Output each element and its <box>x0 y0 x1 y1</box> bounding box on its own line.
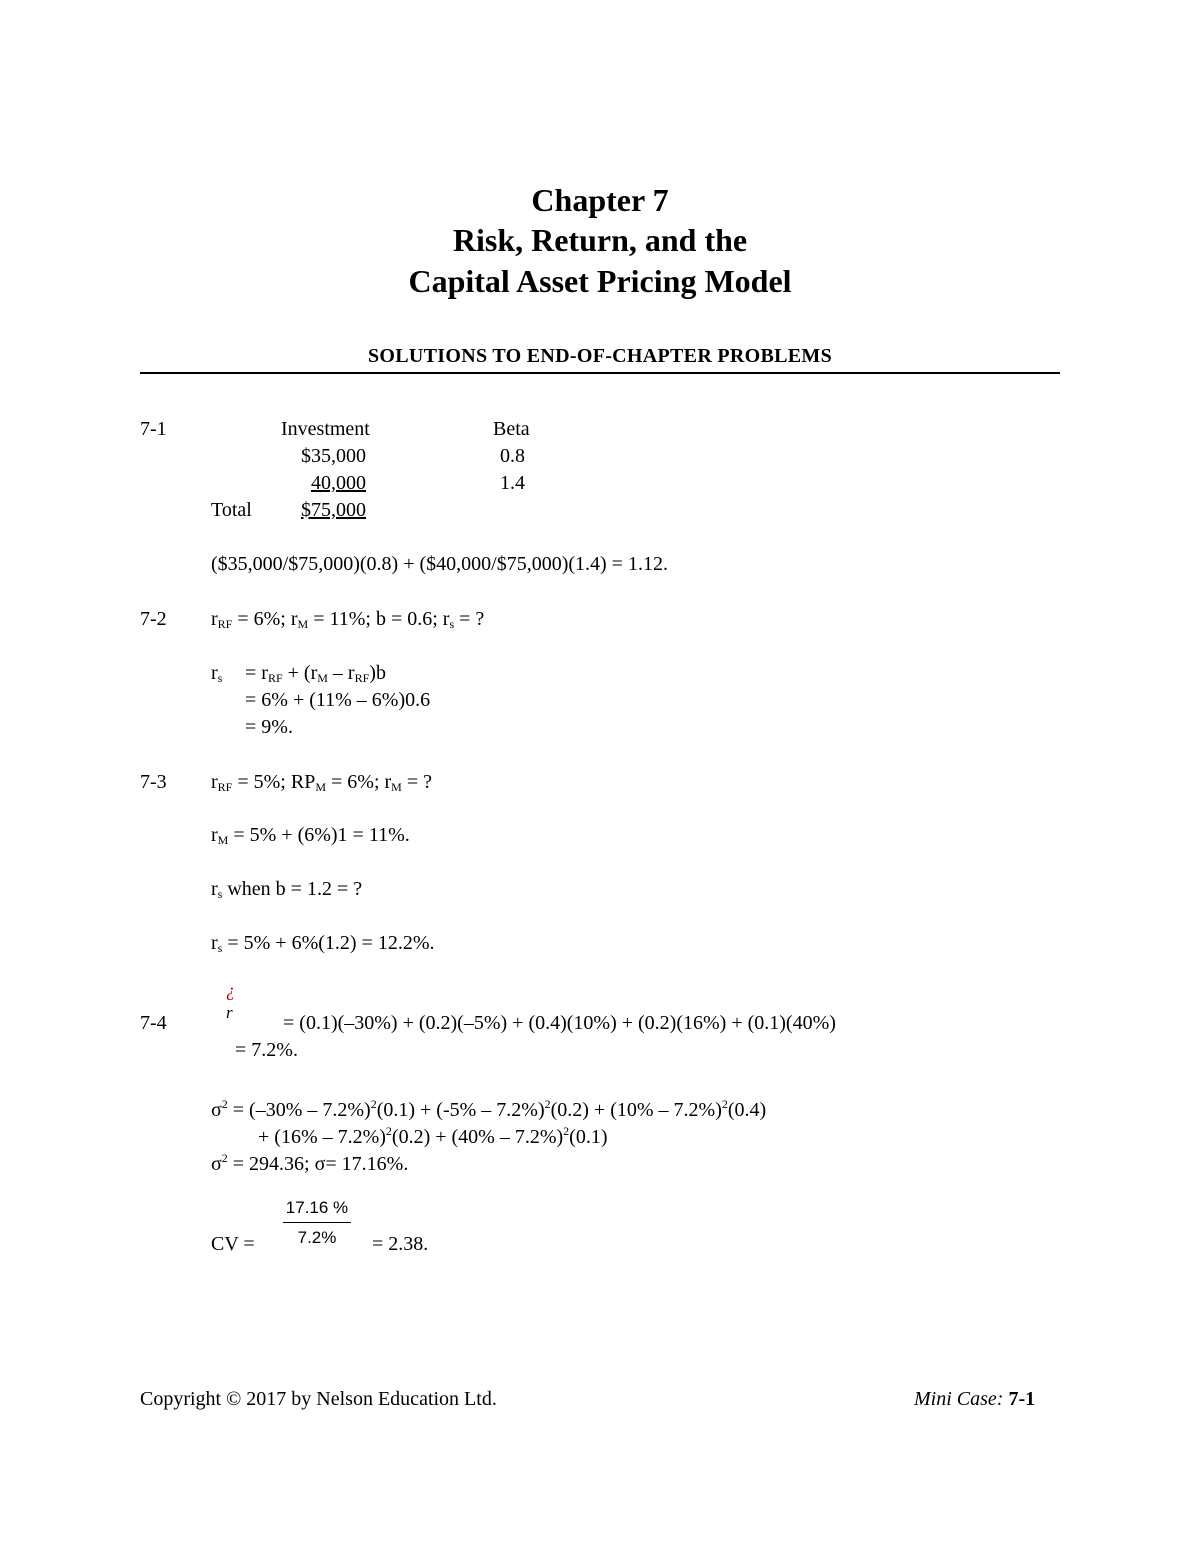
section-heading: SOLUTIONS TO END-OF-CHAPTER PROBLEMS <box>367 345 833 367</box>
given-line-7-2: $r_{RF} = 6\%$; $r_M = 11\%$; b = 0.6; $r_s$ = ? <box>211 608 485 631</box>
fraction-bar <box>283 1222 351 1223</box>
variance-result: $\sigma^2 = 294.36$; σ= 17.16%. <box>211 1151 409 1175</box>
calc-line-7-2: = 6% + (11% – 6%)0.6 <box>245 689 431 711</box>
cv-denominator: 7.2% <box>297 1228 337 1247</box>
capm-formula-7-2: = $r_{RF} + (r_M - r_{RF})b$ <box>245 662 386 685</box>
given-line-7-3: $r_{RF} = 5\%$; $RP_M = 6\%$; $r_M$ = ? <box>211 771 432 794</box>
market-return-7-3: $r_M = 5\% + (6\%)1 = 11\%$. <box>211 824 410 847</box>
question-7-3: $r_s$ when b = 1.2 = ? <box>211 878 363 901</box>
total-label: Total <box>211 499 252 521</box>
beta-header: Beta <box>493 418 530 440</box>
expected-return-result: = 7.2%. <box>235 1039 298 1061</box>
chapter-number: Chapter 7 <box>531 182 669 218</box>
cv-numerator: 17.16 % <box>285 1198 349 1217</box>
problem-number-7-2: 7-2 <box>140 608 167 630</box>
investment-value-1: $35,000 <box>301 445 366 467</box>
problem-number-7-4: 7-4 <box>140 1012 167 1034</box>
investment-value-2: 40,000 <box>311 472 366 494</box>
beta-value-2: 1.4 <box>500 472 525 494</box>
chapter-title-line1: Risk, Return, and the <box>452 222 748 258</box>
problem-number-7-3: 7-3 <box>140 771 167 793</box>
rs-label-7-2: $r_s$ <box>211 662 223 685</box>
expected-return-hat: ¿ <box>226 980 235 1000</box>
expected-return-symbol: r <box>226 1003 233 1022</box>
problem-number-7-1: 7-1 <box>140 418 167 440</box>
variance-line-1: $\sigma^2 = (-30\% - 7.2\%)^2(0.1) + (-5\% - 7.2\%)^2(0.2) + (10\% - 7.2\%)^2(0.4)$ <box>211 1097 767 1121</box>
variance-line-2: + (16% – 7.2%)$^2$(0.2) + (40% – 7.2%)$^2$(0.1) <box>258 1124 608 1148</box>
cv-label: CV = <box>211 1233 255 1255</box>
expected-return-equation: = (0.1)(–30%) + (0.2)(–5%) + (0.4)(10%) + (0.2)(16%) + (0.1)(40%) <box>283 1012 836 1034</box>
beta-value-1: 0.8 <box>500 445 525 467</box>
result-7-2: = 9%. <box>245 716 293 738</box>
result-7-3: $r_s = 5\% + 6\%(1.2) = 12.2\%$. <box>211 932 435 955</box>
investment-header: Investment <box>281 418 370 440</box>
cv-result: = 2.38. <box>372 1233 429 1255</box>
total-value: $75,000 <box>301 499 366 521</box>
copyright-notice: Copyright © 2017 by Nelson Education Ltd. <box>140 1388 497 1410</box>
portfolio-beta-equation: ($35,000/$75,000)(0.8) + ($40,000/$75,000)(1.4) = 1.12. <box>211 553 668 575</box>
section-divider <box>140 372 1060 374</box>
chapter-title-line2: Capital Asset Pricing Model <box>408 263 792 299</box>
page-reference: Mini Case: 7-1 <box>914 1388 1036 1410</box>
